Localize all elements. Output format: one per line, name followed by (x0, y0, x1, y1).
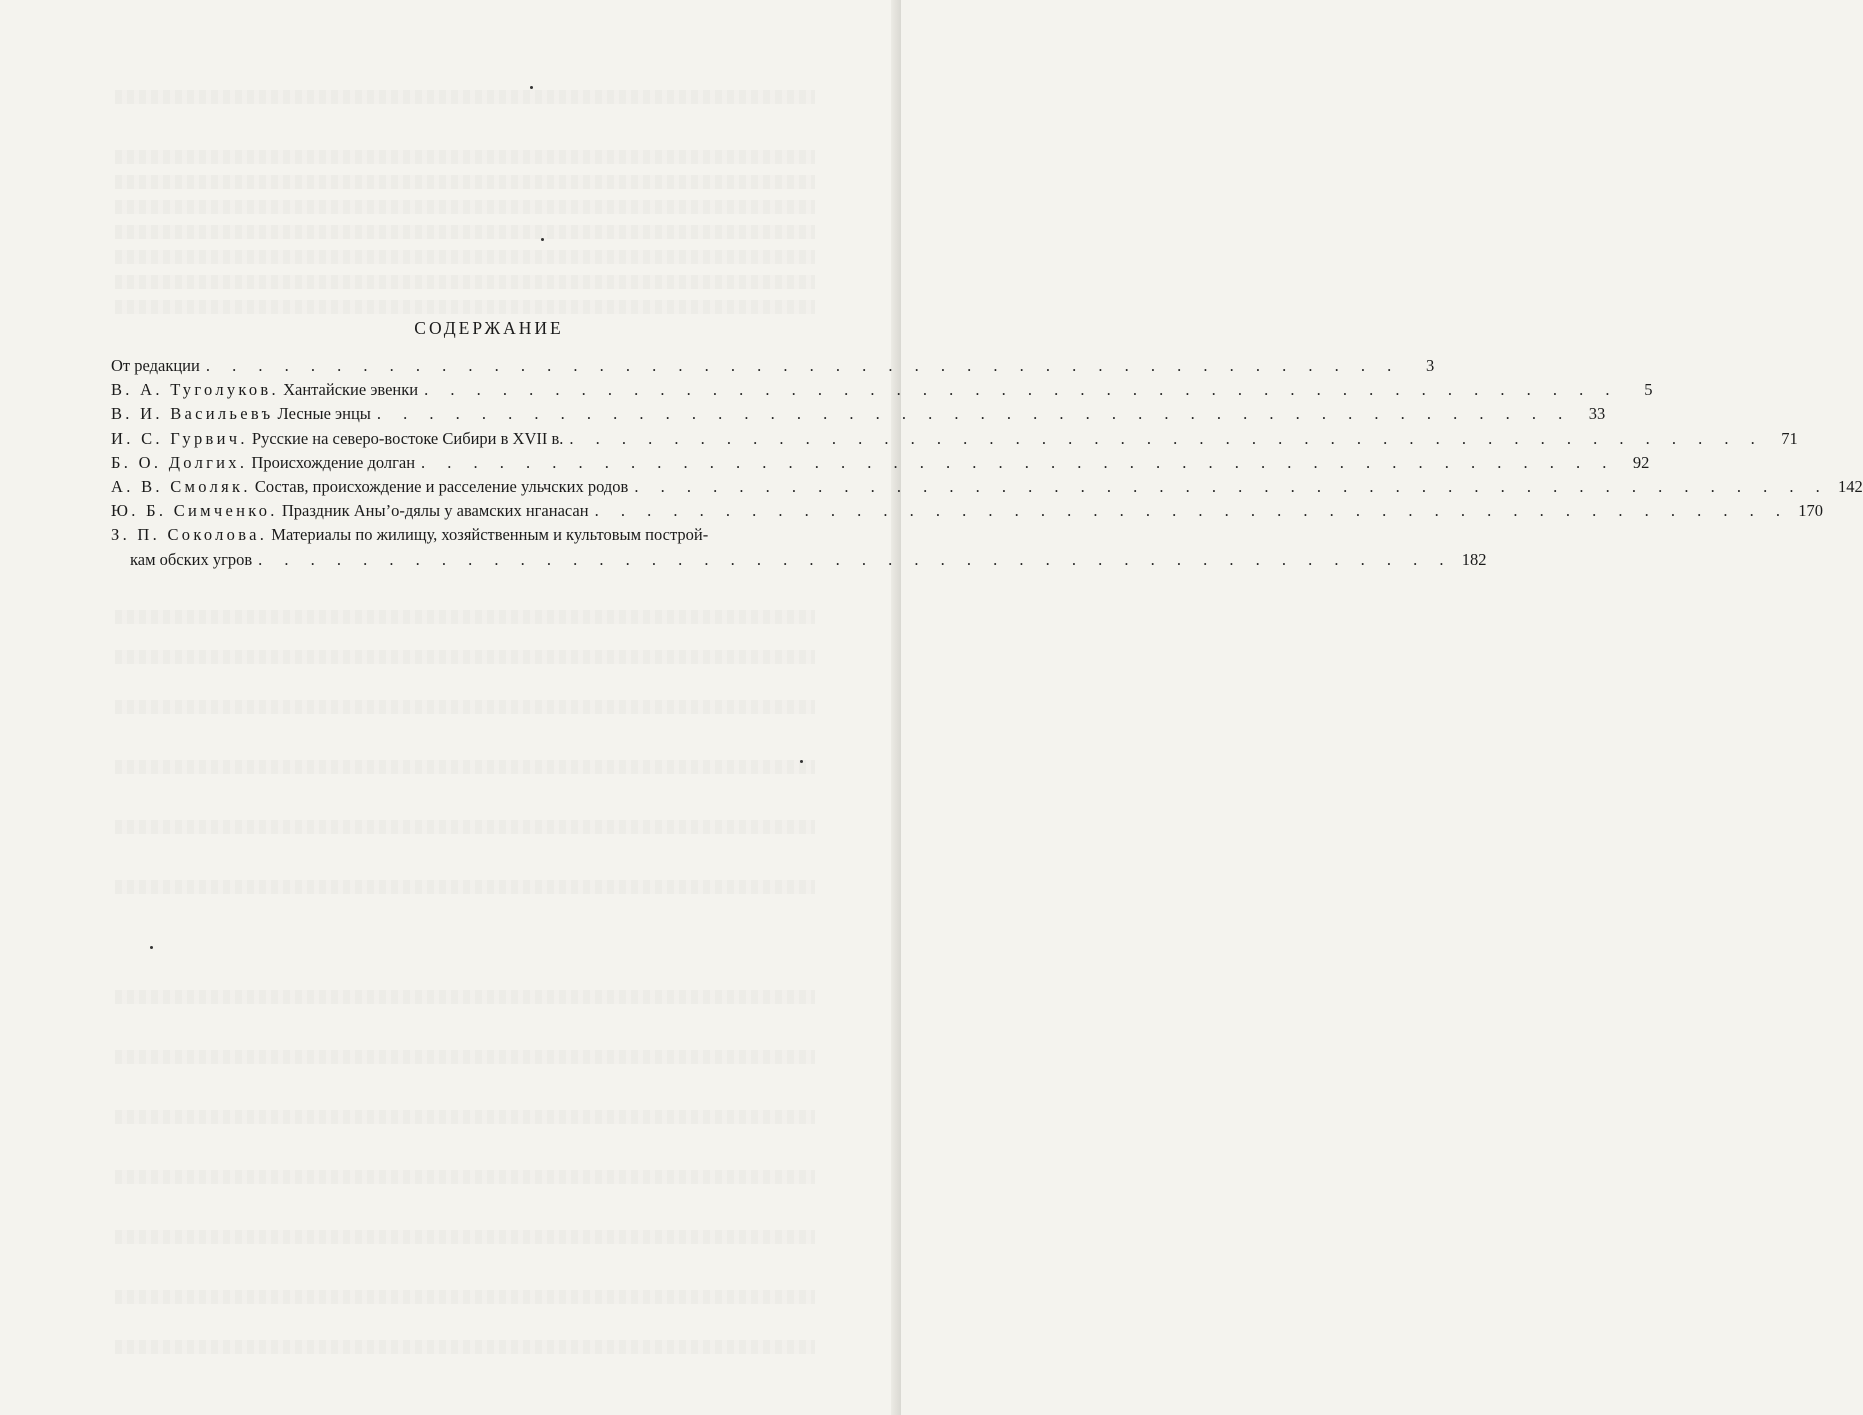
bleed-through (115, 225, 815, 239)
table-of-contents (111, 318, 1863, 572)
bleed-through (115, 650, 815, 664)
bleed-through (115, 1230, 815, 1244)
entry-author: З. П. Соколова. (111, 525, 268, 545)
toc-entry (111, 402, 1606, 426)
bleed-through (115, 820, 815, 834)
entry-title: Хантайские эвенки (283, 380, 419, 400)
toc-entry (111, 354, 1435, 378)
toc-entry (111, 523, 1487, 571)
bleed-through (115, 90, 815, 104)
dot-leader: . . . . . . . . . . . . . . . . . . . . . . . . . . . . . . . . . . . . . . . . . . . . . . (569, 428, 1764, 448)
entry-author: Б. О. Долгих. (111, 452, 248, 472)
page-edge (891, 0, 901, 1415)
print-speck (530, 86, 533, 89)
bleed-through (115, 1290, 815, 1304)
entry-title: От редакции (111, 356, 200, 375)
bleed-through (115, 610, 815, 624)
page-number: 142 (1837, 476, 1863, 496)
page-number: 170 (1798, 501, 1823, 521)
page-number: 182 (1461, 549, 1487, 569)
entry-title-line1: Материалы по жилищу, хозяйственным и культовым построй- (271, 525, 709, 545)
bleed-through (115, 175, 815, 189)
toc-entry (111, 378, 1653, 402)
dot-leader: . . . . . . . . . . . . . . . . . . . . . . . . . . . . . . . . . . . . . . . . . . . . . . (421, 452, 1616, 472)
dot-leader: . . . . . . . . . . . . . . . . . . . . . . . . . . . . . . . . . . . . . . . . . . . . . . (258, 549, 1453, 569)
print-speck (800, 760, 803, 763)
toc-list (111, 354, 1863, 572)
entry-author: И. С. Гурвич. (111, 428, 248, 448)
toc-entry (111, 475, 1863, 499)
entry-author: В. И. Васильевъ (111, 404, 274, 424)
dot-leader: . . . . . . . . . . . . . . . . . . . . . . . . . . . . . . . . . . . . . . . . . . . . . . (376, 404, 1572, 424)
entry-title: Лесные энцы (277, 404, 371, 424)
dot-leader: . . . . . . . . . . . . . . . . . . . . . . . . . . . . . . . . . . . . . . . . . . . . . . (424, 380, 1619, 400)
page-number: 71 (1781, 428, 1798, 448)
entry-author: А. В. Смоляк. (111, 476, 251, 496)
entry-title: Состав, происхождение и расселение ульчских родов (254, 476, 629, 496)
bleed-through (115, 1170, 815, 1184)
bleed-through (115, 300, 815, 314)
dot-leader: . . . . . . . . . . . . . . . . . . . . . . . . . . . . . . . . . . . . . . . . . . . . . . (205, 356, 1401, 375)
bleed-through (115, 1110, 815, 1124)
bleed-through (115, 880, 815, 894)
bleed-through (115, 200, 815, 214)
bleed-through (115, 1050, 815, 1064)
toc-entry (111, 499, 1823, 523)
dot-leader: . . . . . . . . . . . . . . . . . . . . . . . . . . . . . . . . . . . . . . . . . . . . . . (634, 476, 1829, 496)
entry-title-line2: кам обских угров (130, 549, 253, 569)
entry-author: Ю. Б. Симченко. (111, 501, 278, 521)
bleed-through (115, 760, 815, 774)
bleed-through (115, 990, 815, 1004)
bleed-through (115, 250, 815, 264)
entry-title: Происхождение долган (251, 452, 416, 472)
dot-leader: . . . . . . . . . . . . . . . . . . . . . . . . . . . . . . . . . . . . . . . . . . . . . . (594, 501, 1789, 521)
bleed-through (115, 1340, 815, 1354)
page-number: 3 (1425, 356, 1435, 375)
print-speck (541, 238, 544, 241)
toc-entry (111, 427, 1798, 451)
toc-title: СОДЕРЖАНИЕ (414, 318, 564, 338)
page-number: 5 (1644, 380, 1653, 400)
bleed-through (115, 150, 815, 164)
bleed-through (115, 275, 815, 289)
bleed-through (115, 700, 815, 714)
toc-entry (111, 451, 1650, 475)
entry-title: Праздник Аны’о-дялы у авамских нганасан (281, 501, 589, 521)
page-number: 33 (1588, 404, 1606, 424)
print-speck (150, 946, 153, 949)
entry-author: В. А. Туголуков. (111, 380, 279, 400)
page-number: 92 (1632, 452, 1650, 472)
entry-title: Русские на северо-востоке Сибири в XVII в. (251, 428, 564, 448)
